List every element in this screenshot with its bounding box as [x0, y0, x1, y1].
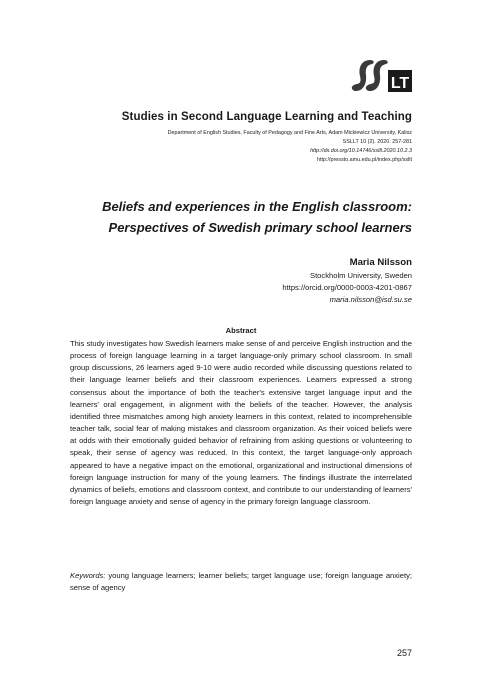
- citation-line: SSLLT 10 (2). 2020. 257-281: [342, 139, 412, 145]
- title-line-1: Beliefs and experiences in the English classroom:: [102, 199, 412, 214]
- logo-text: LT: [390, 75, 410, 92]
- ssllt-logo-icon: [350, 58, 414, 94]
- title-line-2: Perspectives of Swedish primary school learners: [108, 220, 412, 235]
- article-title: [0, 196, 412, 238]
- author-name: Maria Nilsson: [349, 257, 412, 268]
- author-affiliation: Stockholm University, Sweden: [310, 271, 412, 280]
- author-block: [282, 256, 412, 306]
- page-number: 257: [396, 648, 412, 658]
- keywords-label: Keywords:: [70, 571, 106, 580]
- doi-link[interactable]: http://dx.doi.org/10.14746/ssllt.2020.10.2.3: [310, 148, 412, 154]
- abstract-heading: Abstract: [225, 326, 257, 335]
- keywords-text: young language learners; learner beliefs; target language use; foreign language anxiety; sense of agency: [70, 571, 412, 593]
- abstract-text: This study investigates how Swedish learners make sense of and perceive English instruction and the process of foreign language learning in a target language-only primary school classroom. In small group discussions, 26 learners aged 9-10 were audio recorded while discussing questions related to their language learner beliefs and their classroom experiences. Learners expressed a strong consensus about the importance of both the teacher's extensive target language input and the learners' oral engagement, in alignment with the beliefs of the teacher. However, the analysis identified three mismatches among high anxiety learners in this context, related to incomprehensible teacher talk, social fear of making mistakes and classroom organization. As their voiced beliefs were at odds with their emotionally guided behavior of refraining from asking questions or volunteering to speak, their sense of agency was reduced. In this context, the target language-only approach appeared to have a negative impact on the emotional, organizational and instructional dimensions of foreign language instruction for many of the young learners. The findings illustrate the interrelated dynamics of beliefs, emotions and classroom context, and contribute to our understanding of learners' foreign language anxiety and sense of agency in the primary foreign language classroom.: [70, 339, 412, 507]
- department-line: Department of English Studies, Faculty of Pedagogy and Fine Arts, Adam Mickiewicz University, Kalisz: [167, 130, 412, 136]
- journal-url-link[interactable]: http://pressto.amu.edu.pl/index.php/ssllt: [317, 157, 412, 163]
- author-orcid-link[interactable]: https://orcid.org/0000-0003-4201-0867: [282, 283, 412, 292]
- journal-logo: [350, 58, 414, 94]
- journal-meta: [168, 129, 412, 165]
- keywords-paragraph: [70, 570, 412, 594]
- author-email-link[interactable]: maria.nilsson@isd.su.se: [329, 295, 412, 304]
- journal-title: Studies in Second Language Learning and Teaching: [121, 111, 412, 123]
